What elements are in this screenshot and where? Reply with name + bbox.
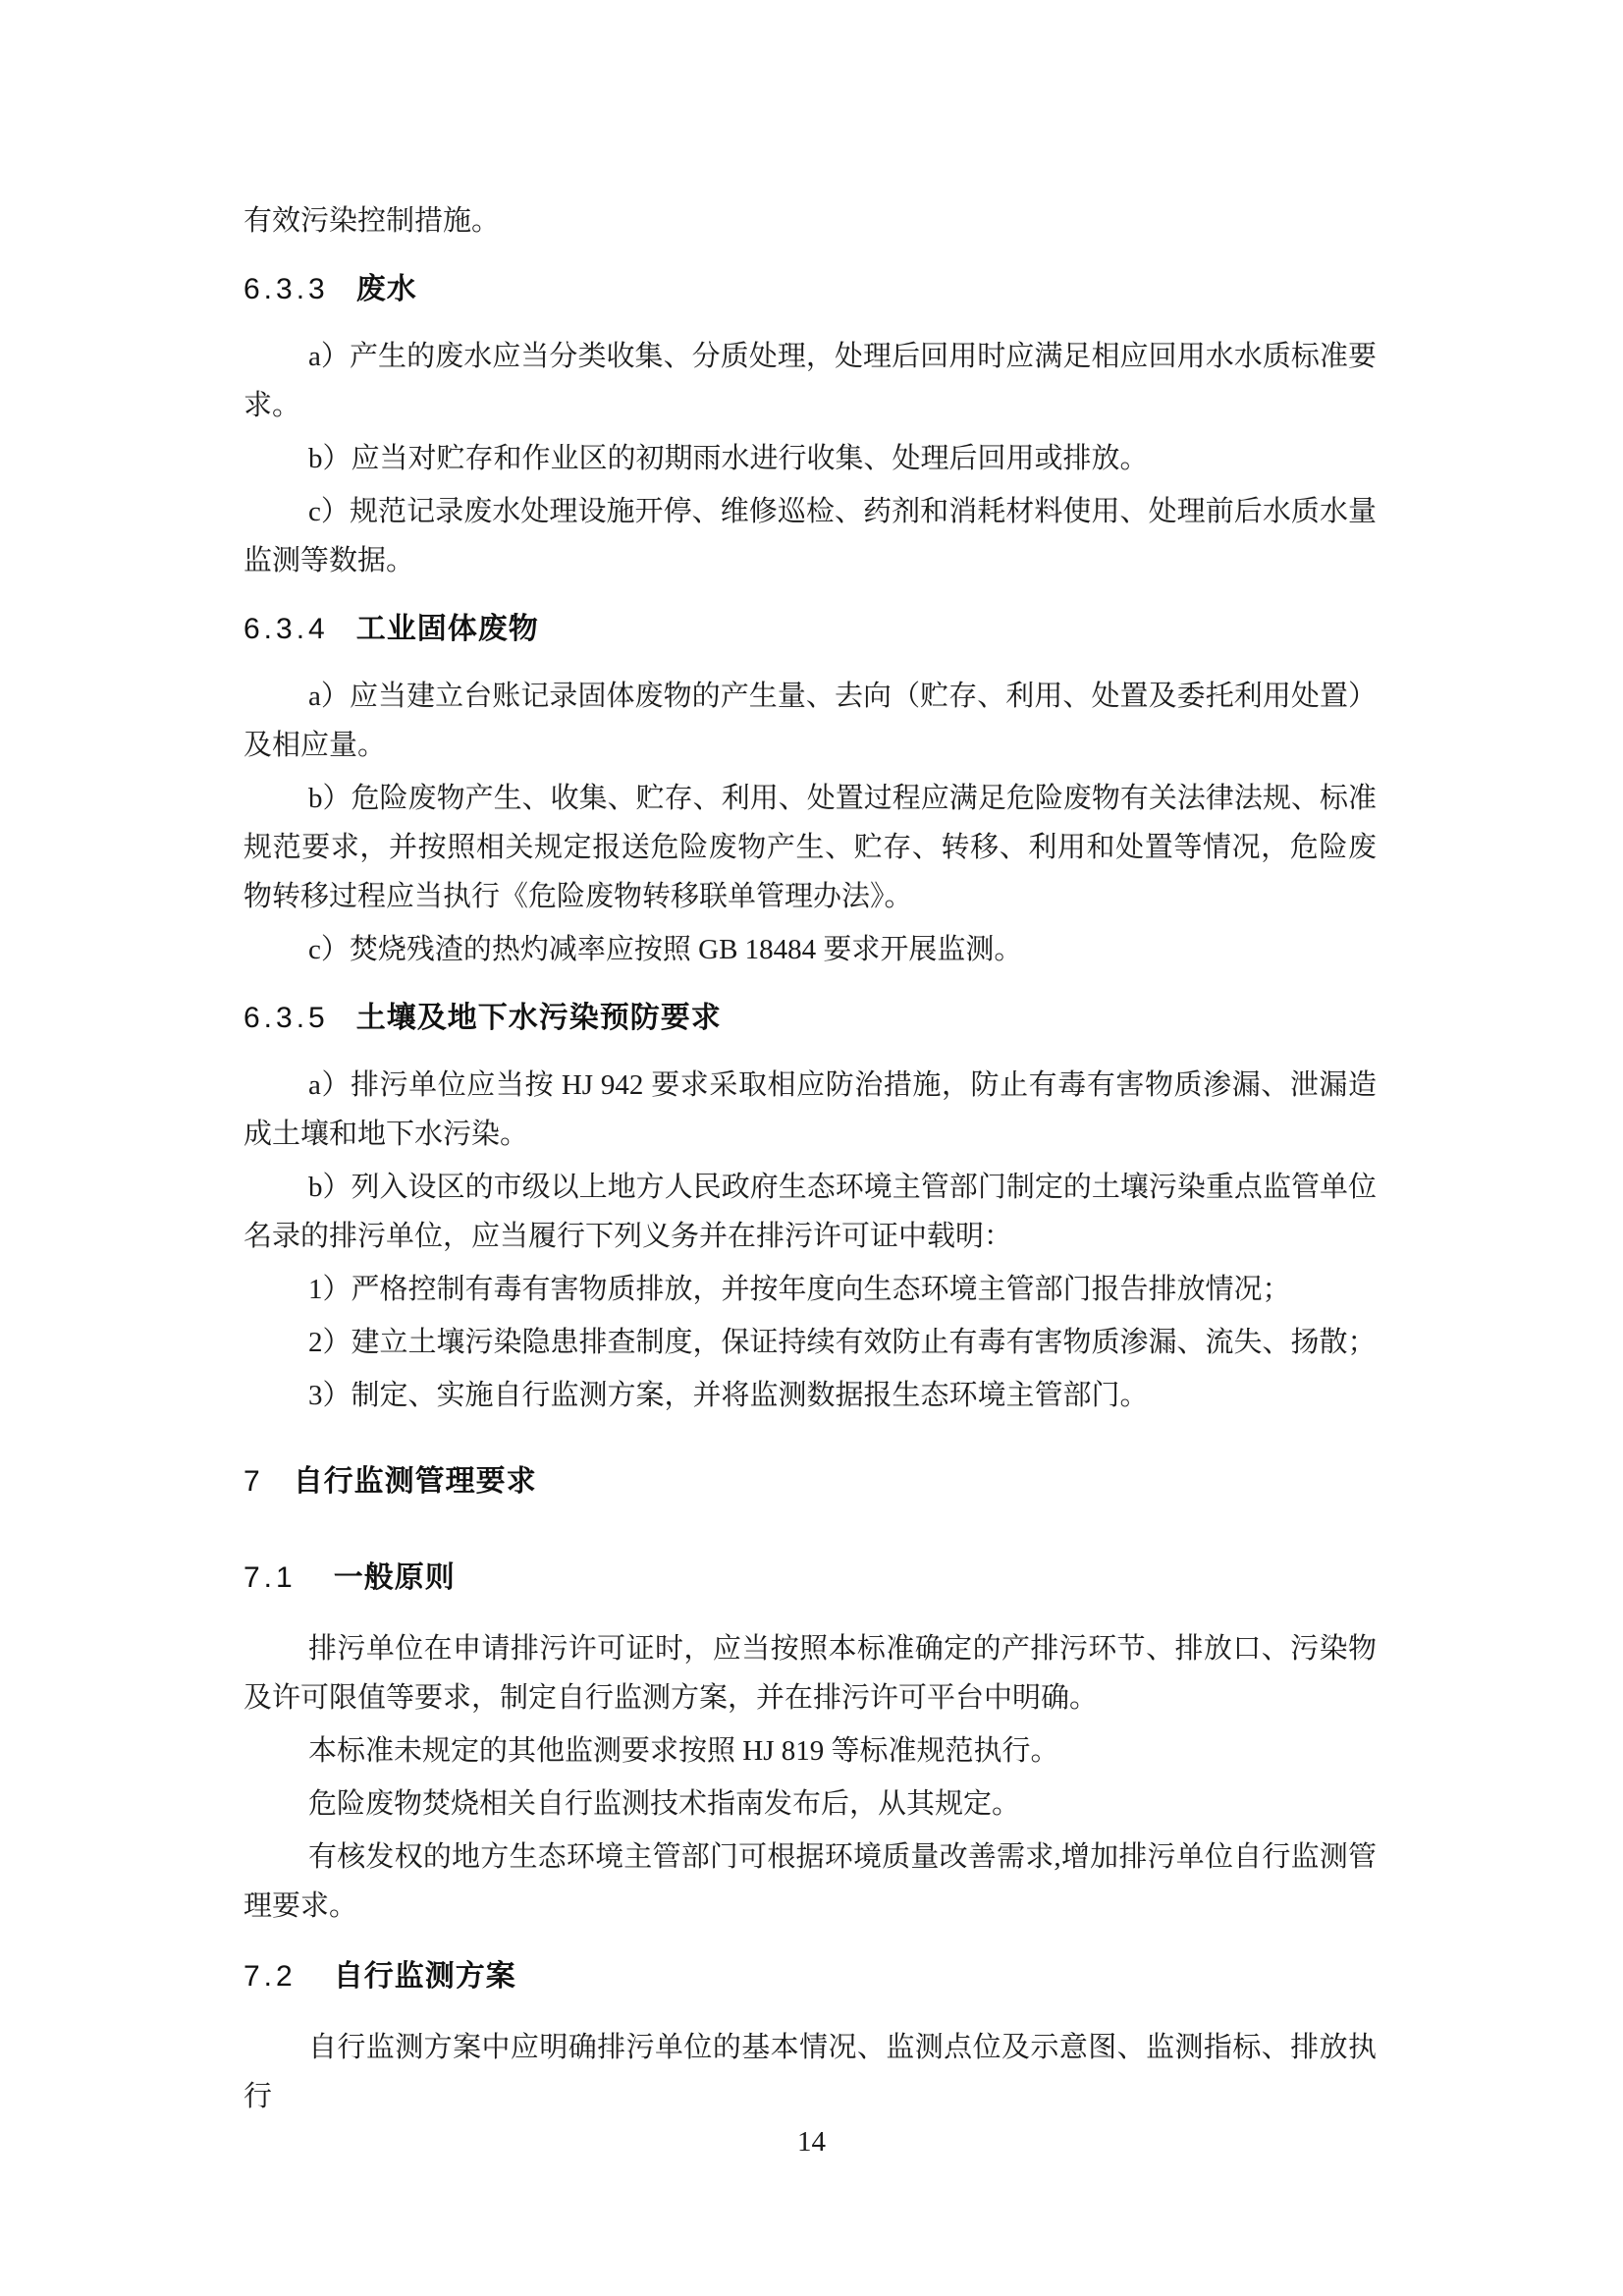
heading-number: 6.3.5 bbox=[243, 1002, 329, 1034]
paragraph: c）规范记录废水处理设施开停、维修巡检、药剂和消耗材料使用、处理前后水质水量监测等数据。 bbox=[243, 496, 1377, 576]
heading-number: 6.3.3 bbox=[243, 273, 329, 305]
list-item: 1）严格控制有毒有害物质排放，并按年度向生态环境主管部门报告排放情况； bbox=[308, 1274, 1291, 1305]
paragraph: 排污单位在申请排污许可证时，应当按照本标准确定的产排污环节、排放口、污染物及许可限值等要求，制定自行监测方案，并在排污许可平台中明确。 bbox=[243, 1633, 1377, 1714]
paragraph: 有效污染控制措施。 bbox=[243, 205, 501, 237]
paragraph: 自行监测方案中应明确排污单位的基本情况、监测点位及示意图、监测指标、排放执行 bbox=[243, 2032, 1377, 2112]
paragraph: b）危险废物产生、收集、贮存、利用、处置过程应满足危险废物有关法律法规、标准规范要求，并按照相关规定报送危险废物产生、贮存、转移、利用和处置等情况，危险废物转移过程应当执行《危险废物转移联单管理办法》。 bbox=[243, 783, 1377, 912]
document-body bbox=[243, 196, 1377, 2125]
paragraph: 有核发权的地方生态环境主管部门可根据环境质量改善需求,增加排污单位自行监测管理要求。 bbox=[243, 1841, 1377, 1922]
list-item: 2）建立土壤污染隐患排查制度，保证持续有效防止有毒有害物质渗漏、流失、扬散； bbox=[308, 1327, 1377, 1358]
heading-number: 7.2 bbox=[243, 1960, 297, 1993]
heading-number: 7.1 bbox=[243, 1561, 297, 1594]
heading-title: 废水 bbox=[355, 273, 417, 305]
heading-title: 土壤及地下水污染预防要求 bbox=[355, 1002, 722, 1034]
section-heading bbox=[243, 1556, 1377, 1601]
paragraph: c）焚烧残渣的热灼减率应按照 GB 18484 要求开展监测。 bbox=[308, 934, 1023, 965]
section-heading bbox=[243, 607, 1377, 652]
heading-title: 工业固体废物 bbox=[355, 613, 539, 645]
paragraph: a）排污单位应当按 HJ 942 要求采取相应防治措施，防止有毒有害物质渗漏、泄漏造成土壤和地下水污染。 bbox=[243, 1069, 1377, 1150]
heading-title: 一般原则 bbox=[333, 1561, 456, 1594]
paragraph: a）产生的废水应当分类收集、分质处理，处理后回用时应满足相应回用水水质标准要求。 bbox=[243, 341, 1377, 421]
heading-number: 7 bbox=[243, 1465, 264, 1498]
section-heading bbox=[243, 996, 1377, 1041]
heading-title: 自行监测方案 bbox=[333, 1960, 516, 1993]
paragraph: b）应当对贮存和作业区的初期雨水进行收集、处理后回用或排放。 bbox=[308, 443, 1149, 474]
paragraph: b）列入设区的市级以上地方人民政府生态环境主管部门制定的土壤污染重点监管单位名录的排污单位，应当履行下列义务并在排污许可证中载明： bbox=[243, 1172, 1377, 1252]
section-heading bbox=[243, 1954, 1377, 1999]
paragraph: a）应当建立台账记录固体废物的产生量、去向（贮存、利用、处置及委托利用处置）及相应量。 bbox=[243, 681, 1377, 761]
paragraph: 本标准未规定的其他监测要求按照 HJ 819 等标准规范执行。 bbox=[308, 1735, 1059, 1767]
section-heading bbox=[243, 1459, 1377, 1504]
heading-title: 自行监测管理要求 bbox=[293, 1465, 537, 1498]
paragraph: 危险废物焚烧相关自行监测技术指南发布后，从其规定。 bbox=[308, 1788, 1021, 1820]
section-heading bbox=[243, 267, 1377, 312]
heading-number: 6.3.4 bbox=[243, 613, 329, 645]
list-item: 3）制定、实施自行监测方案，并将监测数据报生态环境主管部门。 bbox=[308, 1380, 1149, 1411]
page-number: 14 bbox=[797, 2126, 826, 2158]
